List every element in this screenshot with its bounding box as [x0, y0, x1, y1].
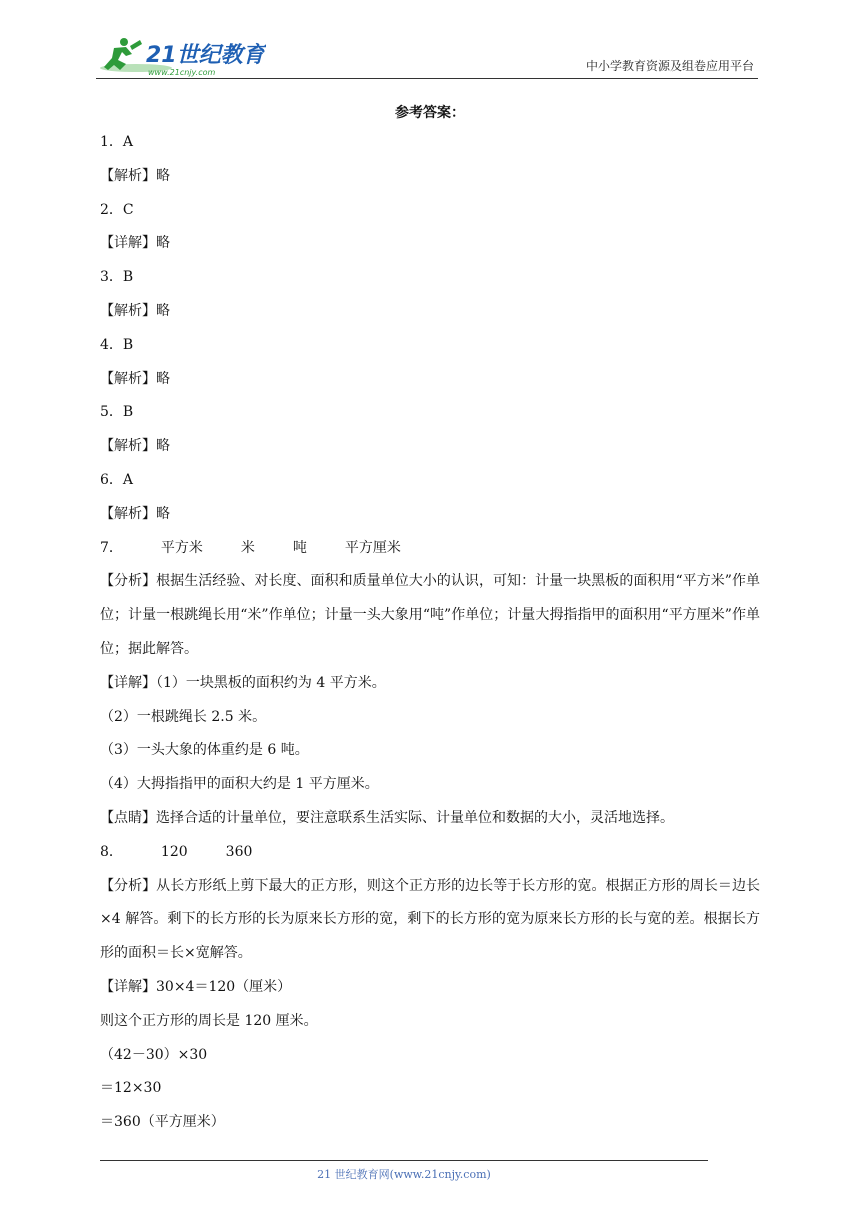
detail-8-1: 【详解】30×4＝120（厘米）	[100, 978, 292, 995]
logo-url: www.21cnjy.com	[148, 68, 216, 77]
answer-3: 3．B	[100, 269, 134, 286]
page-header	[96, 32, 758, 79]
explanation-4: 【解析】略	[100, 370, 170, 387]
answer-7-blank-4: 平方厘米	[344, 539, 401, 556]
explanation-5: 【解析】略	[100, 438, 170, 455]
answer-5: 5．B	[100, 404, 134, 421]
detail-8-2: 则这个正方形的周长是 120 厘米。	[100, 1012, 318, 1029]
detail-7-4: （4）大拇指指甲的面积大约是 1 平方厘米。	[100, 776, 379, 793]
answer-8-blank-2: 360	[225, 843, 253, 860]
analysis-8: 【分析】从长方形纸上剪下最大的正方形，则这个正方形的边长等于长方形的宽。根据正方形的周长＝边长×4 解答。剩下的长方形的长为原来长方形的宽，剩下的长方形的宽为原来长方形的长与宽的差。根据长方形的面积＝长×宽解答。	[100, 877, 760, 962]
calc-8-1: （42－30）×30	[100, 1046, 208, 1063]
site-logo	[96, 34, 266, 78]
answer-4: 4．B	[100, 336, 134, 353]
answer-7-blank-3: 吨	[292, 539, 307, 556]
answer-1: 1．A	[100, 134, 134, 150]
platform-name: 中小学教育资源及组卷应用平台	[585, 59, 754, 73]
detail-7-2: （2）一根跳绳长 2.5 米。	[100, 708, 267, 725]
answer-8-number: 8．	[100, 843, 123, 860]
answer-7-number: 7．	[100, 539, 123, 556]
answer-6: 6．A	[100, 471, 134, 488]
calc-8-3: ＝360（平方厘米）	[100, 1114, 225, 1131]
explanation-6: 【解析】略	[100, 505, 170, 522]
answer-7	[100, 532, 760, 566]
page-title: 参考答案：	[395, 105, 465, 121]
comment-7: 【点睛】选择合适的计量单位，要注意联系生活实际、计量单位和数据的大小，灵活地选择。	[100, 809, 674, 826]
answer-8	[100, 836, 760, 870]
explanation-1: 【解析】略	[100, 167, 170, 184]
answer-7-blank-2: 米	[240, 539, 255, 556]
detail-7-3: （3）一头大象的体重约是 6 吨。	[100, 742, 309, 759]
footer-divider	[100, 1160, 708, 1161]
analysis-7: 【分析】根据生活经验、对长度、面积和质量单位大小的认识，可知：计量一块黑板的面积用“平方米”作单位；计量一根跳绳长用“米”作单位；计量一头大象用“吨”作单位；计量大拇指指甲的面积用“平方厘米”作单位；据此解答。	[100, 573, 760, 657]
logo-text: 21世纪教育	[146, 43, 265, 68]
answer-7-blank-1: 平方米	[160, 539, 203, 556]
detail-7-1: 【详解】（1）一块黑板的面积约为 4 平方米。	[100, 674, 386, 691]
footer-text: 21 世纪教育网(www.21cnjy.com)	[317, 1168, 491, 1181]
explanation-3: 【解析】略	[100, 302, 170, 319]
answer-2: 2．C	[100, 201, 134, 218]
calc-8-2: ＝12×30	[100, 1080, 162, 1097]
answer-content	[100, 126, 760, 1140]
answer-8-blank-1: 120	[160, 843, 188, 860]
explanation-2: 【详解】略	[100, 235, 170, 252]
